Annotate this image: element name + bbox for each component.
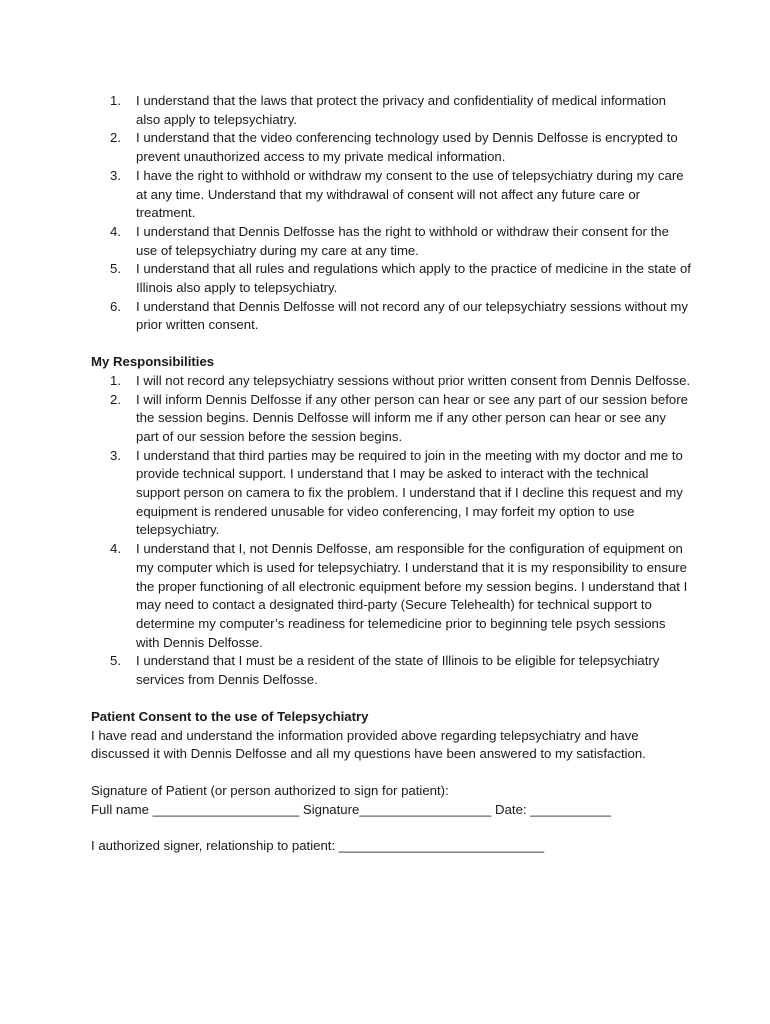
list-number: 6. <box>110 298 121 314</box>
list-number: 2. <box>110 130 121 146</box>
consent-text: I have read and understand the information provided above regarding telepsychiatry and have discussed it with Dennis Delfosse and all my questions have been answered to my satisfaction. <box>91 727 646 762</box>
list-item-text: I will not record any telepsychiatry sessions without prior written consent from Dennis Delfosse. <box>136 372 691 388</box>
list-number: 4. <box>110 223 121 239</box>
list-item-text: I understand that all rules and regulations which apply to the practice of medicine in the state of Illinois also apply to telepsychiatry. <box>136 261 691 296</box>
list-item-text: I understand that third parties may be required to join in the meeting with my doctor and me to provide technical support. I understand that I may be asked to interact with the technical support person on camera to fix the problem. I understand that if I decline this request and my equipment is rendered unusable for video conferencing, I may forfeit my option to use telepsychiatry. <box>136 447 683 538</box>
list-item <box>91 372 691 391</box>
authorized-signer-line: I authorized signer, relationship to patient: ____________________________ <box>91 838 545 854</box>
list-item <box>91 391 691 447</box>
rights-list <box>91 92 691 335</box>
spacer <box>91 690 691 708</box>
list-number: 1. <box>110 93 121 108</box>
list-item <box>91 652 691 689</box>
list-item <box>91 92 691 129</box>
signature-prompt: Signature of Patient (or person authorized to sign for patient): <box>91 782 449 798</box>
list-item <box>91 167 691 223</box>
spacer <box>91 819 691 837</box>
list-number: 1. <box>110 372 121 388</box>
list-number: 5. <box>110 653 121 669</box>
signature-fields-line: Full name ____________________ Signature__________________ Date: ___________ <box>91 801 611 817</box>
list-item <box>91 447 691 541</box>
consent-heading: Patient Consent to the use of Telepsychiatry <box>91 708 369 724</box>
list-item-text: I understand that the video conferencing technology used by Dennis Delfosse is encrypted to prevent unauthorized access to my private medical information. <box>136 130 678 165</box>
list-item <box>91 223 691 260</box>
list-item-text: I understand that Dennis Delfosse will not record any of our telepsychiatry sessions without my prior written consent. <box>136 298 688 333</box>
list-item-text: I understand that Dennis Delfosse has the right to withhold or withdraw their consent for the use of telepsychiatry during my care at any time. <box>136 223 669 258</box>
responsibilities-list <box>91 372 691 690</box>
list-number: 4. <box>110 541 121 557</box>
list-item <box>91 129 691 166</box>
list-item-text: I understand that the laws that protect the privacy and confidentiality of medical information also apply to telepsychiatry. <box>136 93 666 127</box>
list-number: 3. <box>110 167 121 183</box>
responsibilities-heading: My Responsibilities <box>91 354 215 370</box>
document-content <box>91 92 691 856</box>
list-item-text: I will inform Dennis Delfosse if any other person can hear or see any part of our session before the session begins. Dennis Delfosse will inform me if any other person can hear or see any part of our session before the session begins. <box>136 391 688 444</box>
list-item-text: I have the right to withhold or withdraw my consent to the use of telepsychiatry during my care at any time. Understand that my withdrawal of consent will not affect any future care or treatment. <box>136 167 684 221</box>
list-number: 3. <box>110 447 121 463</box>
list-item-text: I understand that I, not Dennis Delfosse, am responsible for the configuration of equipment on my computer which is used for telepsychiatry. I understand that it is my responsibility to ensure the proper functioning of all electronic equipment before my session begins. I understand that I may need to contact a designated third-party (Secure Telehealth) for technical support to determine my computer’s readiness for telemedicine prior to beginning tele psych sessions with Dennis Delfosse. <box>136 541 688 650</box>
list-number: 5. <box>110 261 121 277</box>
list-number: 2. <box>110 391 121 407</box>
list-item-text: I understand that I must be a resident of the state of Illinois to be eligible for telepsychiatry services from Dennis Delfosse. <box>136 653 660 688</box>
list-item <box>91 298 691 335</box>
list-item <box>91 260 691 297</box>
spacer <box>91 764 691 782</box>
spacer <box>91 335 691 353</box>
list-item <box>91 540 691 652</box>
